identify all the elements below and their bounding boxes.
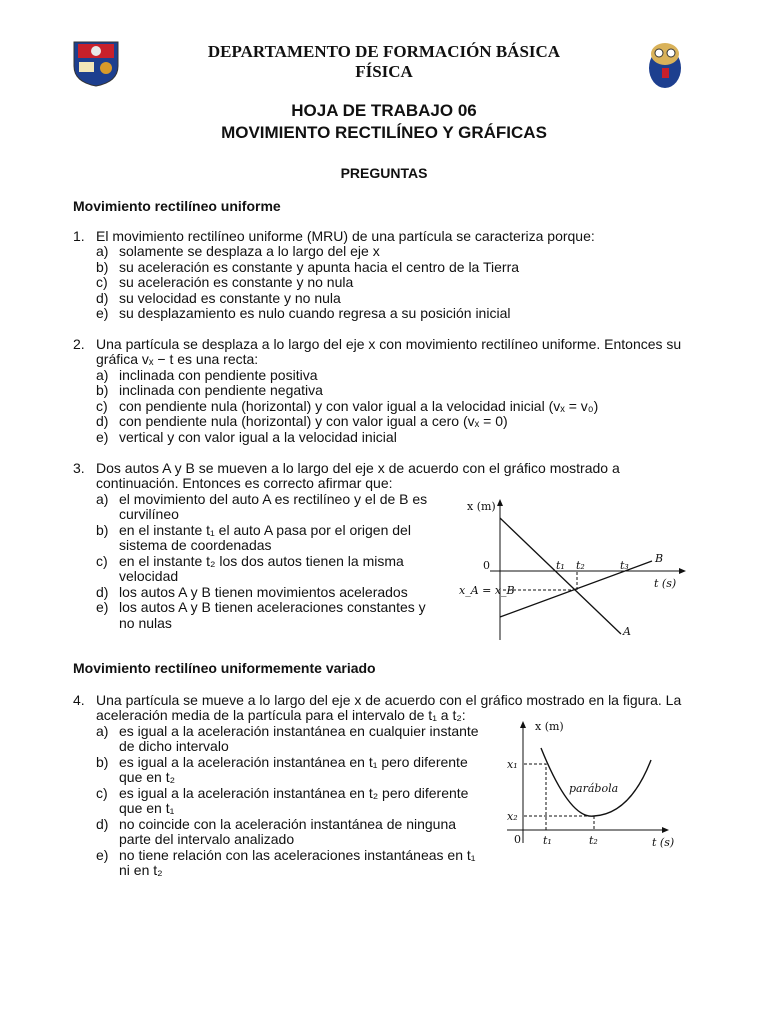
t2-label: t₂ bbox=[589, 834, 598, 847]
t2-label: t₂ bbox=[576, 559, 585, 572]
option-letter: c) bbox=[96, 784, 108, 801]
option-text: inclinada con pendiente positiva bbox=[119, 366, 318, 383]
option-letter: a) bbox=[96, 243, 109, 260]
question-number: 2. bbox=[73, 336, 85, 352]
option-letter: e) bbox=[96, 599, 109, 616]
option-text: es igual a la aceleración instantánea en t₁ pero diferente que en t₂ bbox=[119, 753, 468, 786]
department-title: DEPARTAMENTO DE FORMACIÓN BÁSICA bbox=[207, 42, 561, 61]
option-letter: b) bbox=[96, 753, 109, 770]
option-text: solamente se desplaza a lo largo del eje x bbox=[119, 243, 380, 260]
option-letter: d) bbox=[96, 583, 109, 600]
questions-heading: PREGUNTAS bbox=[340, 165, 428, 181]
option-text: es igual a la aceleración instantánea en cualquier instante de dicho intervalo bbox=[119, 722, 479, 755]
option-text: inclinada con pendiente negativa bbox=[119, 382, 323, 399]
origin-label: 0 bbox=[483, 559, 490, 572]
option-text: el movimiento del auto A es rectilíneo y el de B es curvilíneo bbox=[119, 490, 428, 523]
option-text: su velocidad es constante y no nula bbox=[119, 289, 341, 306]
y-axis-label: x (m) bbox=[535, 720, 564, 733]
line-a-label: A bbox=[623, 625, 631, 638]
option-text: con pendiente nula (horizontal) y con valor igual a la velocidad inicial (vₓ = v₀) bbox=[119, 397, 599, 414]
option-letter: d) bbox=[96, 289, 109, 306]
x-axis-label: t (s) bbox=[652, 836, 675, 849]
option-letter: b) bbox=[96, 382, 109, 399]
question-stem: Dos autos A y B se mueven a lo largo del eje x de acuerdo con el gráfico mostrado a continuación. Entonces es correcto afirmar que: bbox=[96, 460, 620, 492]
worksheet-title: HOJA DE TRABAJO 06 bbox=[291, 101, 477, 120]
section-heading-mruv: Movimiento rectilíneo uniformemente variado bbox=[73, 660, 376, 676]
option-letter: b) bbox=[96, 258, 109, 275]
option-text: su desplazamiento es nulo cuando regresa a su posición inicial bbox=[119, 305, 511, 322]
x2-label: x₂ bbox=[507, 810, 518, 823]
option-text: vertical y con valor igual a la velocidad inicial bbox=[119, 428, 397, 445]
line-b-label: B bbox=[655, 552, 664, 565]
question-number: 4. bbox=[73, 692, 85, 708]
option-letter: e) bbox=[96, 305, 109, 322]
t3-label: t₃ bbox=[620, 559, 629, 572]
option-text: su aceleración es constante y apunta hacia el centro de la Tierra bbox=[119, 258, 520, 275]
line-car-a bbox=[500, 518, 621, 634]
option-letter: c) bbox=[96, 397, 108, 414]
option-text: en el instante t₁ el auto A pasa por el origen del sistema de coordenadas bbox=[119, 521, 411, 554]
parabola-label: parábola bbox=[569, 782, 619, 795]
dashed-guide-x1 bbox=[524, 764, 546, 830]
option-text: no tiene relación con las aceleraciones instantáneas en t₁ ni en t₂ bbox=[119, 846, 476, 878]
option-letter: d) bbox=[96, 815, 109, 832]
section-heading-mru: Movimiento rectilíneo uniforme bbox=[73, 198, 281, 214]
t1-label: t₁ bbox=[543, 834, 552, 847]
option-text: es igual a la aceleración instantánea en t₂ pero diferente que en t₁ bbox=[119, 784, 469, 817]
x1-label: x₁ bbox=[507, 758, 518, 771]
worksheet-topic: MOVIMIENTO RECTILÍNEO Y GRÁFICAS bbox=[221, 123, 547, 142]
y-axis-label: x (m) bbox=[467, 500, 496, 513]
dashed-guide-x2 bbox=[524, 816, 594, 830]
option-letter: a) bbox=[96, 366, 109, 383]
question-number: 1. bbox=[73, 228, 85, 244]
option-letter: a) bbox=[96, 722, 109, 739]
x-axis-label: t (s) bbox=[654, 577, 677, 590]
question-stem: Una partícula se mueve a lo largo del eje x de acuerdo con el gráfico mostrado en la figura. La aceleración media de la partícula para el intervalo de t₁ a t₂: bbox=[96, 692, 682, 724]
question-stem: El movimiento rectilíneo uniforme (MRU) de una partícula se caracteriza porque: bbox=[96, 228, 595, 244]
equal-position-label: x_A = x_B bbox=[459, 584, 515, 597]
option-text: su aceleración es constante y no nula bbox=[119, 274, 354, 291]
option-text: en el instante t₂ los dos autos tienen la misma velocidad bbox=[119, 552, 404, 585]
option-text: con pendiente nula (horizontal) y con valor igual a cero (vₓ = 0) bbox=[119, 413, 508, 430]
origin-label: 0 bbox=[514, 833, 521, 846]
option-letter: c) bbox=[96, 552, 108, 569]
option-letter: c) bbox=[96, 274, 108, 291]
subject-title: FÍSICA bbox=[355, 62, 413, 81]
t1-label: t₁ bbox=[556, 559, 565, 572]
option-text: no coincide con la aceleración instantánea de ninguna parte del intervalo analizado bbox=[119, 815, 457, 848]
option-text: los autos A y B tienen movimientos acelerados bbox=[119, 583, 408, 600]
option-letter: b) bbox=[96, 521, 109, 538]
option-letter: e) bbox=[96, 428, 109, 445]
question-stem: Una partícula se desplaza a lo largo del eje x con movimiento rectilíneo uniforme. Entonces su gráfica vₓ − t es una recta: bbox=[96, 336, 682, 368]
question-number: 3. bbox=[73, 460, 85, 476]
option-letter: a) bbox=[96, 490, 109, 507]
option-text: los autos A y B tienen aceleraciones constantes y no nulas bbox=[119, 599, 426, 631]
option-letter: d) bbox=[96, 413, 109, 430]
option-letter: e) bbox=[96, 846, 109, 863]
